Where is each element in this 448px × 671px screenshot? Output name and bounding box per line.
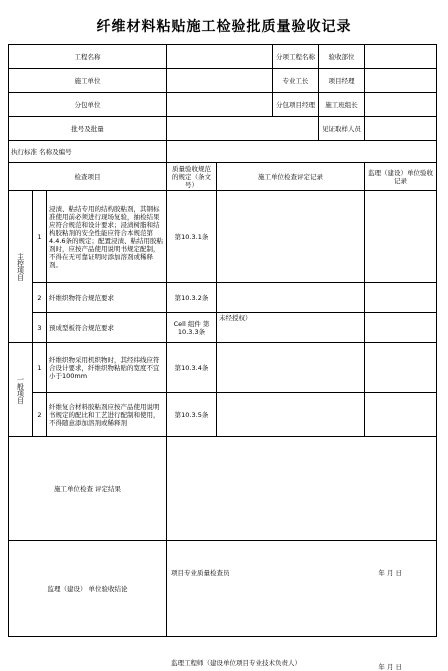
- main-item-clause: 第10.3.2条: [167, 283, 217, 313]
- general-item-clause: 第10.3.4条: [167, 343, 217, 393]
- acceptance-table: [8, 44, 437, 671]
- general-item-supervision[interactable]: [365, 343, 437, 393]
- sample-batch-value[interactable]: [167, 117, 319, 141]
- acceptance-part-label: 验收部位: [319, 45, 365, 69]
- general-item-record[interactable]: [217, 343, 365, 393]
- construction-conclusion-content[interactable]: [167, 437, 437, 577]
- main-items-label: 主控项目: [9, 191, 33, 343]
- subcontract-unit-label: 分包单位: [9, 93, 167, 117]
- general-item-record[interactable]: [217, 393, 365, 437]
- project-manager-label: 项目经理: [319, 69, 365, 93]
- column-supervision-record: 监理（建设）单位验收记录: [365, 163, 437, 191]
- sub-project-label: 分项工程名称: [273, 45, 319, 69]
- main-item-no: 3: [33, 313, 47, 343]
- column-spec-clause: 质量验收规范的规定（条文号）: [167, 163, 217, 191]
- construction-date: 年 月 日: [378, 568, 403, 577]
- main-item-desc: 纤维织物符合规范要求: [47, 283, 167, 313]
- subcontract-pm-label: 分包项目经理: [273, 93, 319, 117]
- acceptance-part-value[interactable]: [365, 45, 437, 69]
- construction-unit-label: 施工单位: [9, 69, 167, 93]
- witness-sampler-value[interactable]: [365, 117, 437, 141]
- main-item-clause: Cell 组件 第10.3.3条: [167, 313, 217, 343]
- standard-value[interactable]: [167, 141, 437, 163]
- professional-foreman-label: 专业工长: [273, 69, 319, 93]
- supervision-conclusion-content[interactable]: [167, 541, 437, 671]
- general-item-desc: 纤维织物采用机织物时，其经纬线应符合设计要求，纤维织物粘贴的宽度不宜小于100mm: [47, 343, 167, 393]
- construction-signer-label: 项目专业质量检查员: [171, 568, 230, 577]
- construction-conclusion-label: 施工单位检查 评定结果: [9, 437, 167, 541]
- column-construction-record: 施工单位检查评定记录: [217, 163, 365, 191]
- construction-unit-value[interactable]: [167, 69, 273, 93]
- main-item-record[interactable]: [217, 283, 365, 313]
- general-item-clause: 第10.3.5条: [167, 393, 217, 437]
- general-item-supervision[interactable]: [365, 393, 437, 437]
- general-item-no: 1: [33, 343, 47, 393]
- witness-sampler-label: 见证取样人员: [319, 117, 365, 141]
- supervision-date: 年 月 日: [378, 662, 403, 671]
- main-item-desc: 预成型板符合规范要求: [47, 313, 167, 343]
- sample-batch-label: 批号及批量: [9, 117, 167, 141]
- main-item-clause: 第10.3.1条: [167, 191, 217, 283]
- main-item-no: 2: [33, 283, 47, 313]
- general-items-label: 一般项目: [9, 343, 33, 437]
- page-title: 纤维材料粘贴施工检验批质量验收记录: [96, 19, 352, 35]
- main-item-no: 1: [33, 191, 47, 283]
- main-item-supervision[interactable]: [365, 283, 437, 313]
- main-item-supervision[interactable]: [365, 313, 437, 343]
- project-manager-value[interactable]: [365, 69, 437, 93]
- general-item-no: 2: [33, 393, 47, 437]
- main-item-desc: 浸渍、粘结专用的结构胶粘剂，其钢标准使用前必须进行现场复验，抽检结果应符合规范和设计要求；浸渍树脂和结构胶粘剂的安全性能应符合本规范第4.4.6条的规定；配置浸渍、粘结用胶粘剂时，应按产品使用说明书规定配制，不得在无可靠证明时添加溶剂或稀释剂。: [47, 191, 167, 283]
- supervision-conclusion-label: 监理（建设） 单位验收结论: [9, 541, 167, 637]
- team-leader-value[interactable]: [365, 93, 437, 117]
- main-item-supervision[interactable]: [365, 191, 437, 283]
- main-item-record[interactable]: 未经授权）: [217, 313, 365, 343]
- project-name-label: 工程名称: [9, 45, 167, 69]
- project-name-value[interactable]: [167, 45, 273, 69]
- standard-label: 执行标准 名称及编号: [9, 141, 167, 163]
- main-item-record[interactable]: [217, 191, 365, 283]
- supervision-signer-label: 监理工程师（建设单位项目专业技术负责人）: [171, 658, 302, 667]
- team-leader-label: 施工班组长: [319, 93, 365, 117]
- column-check-item: 检查项目: [9, 163, 167, 191]
- general-item-desc: 纤维复合材料胶粘剂应按产品使用说明书规定的配比和工艺进行配制和使用，不得随意添加溶剂或稀释剂: [47, 393, 167, 437]
- subcontract-unit-value[interactable]: [167, 93, 273, 117]
